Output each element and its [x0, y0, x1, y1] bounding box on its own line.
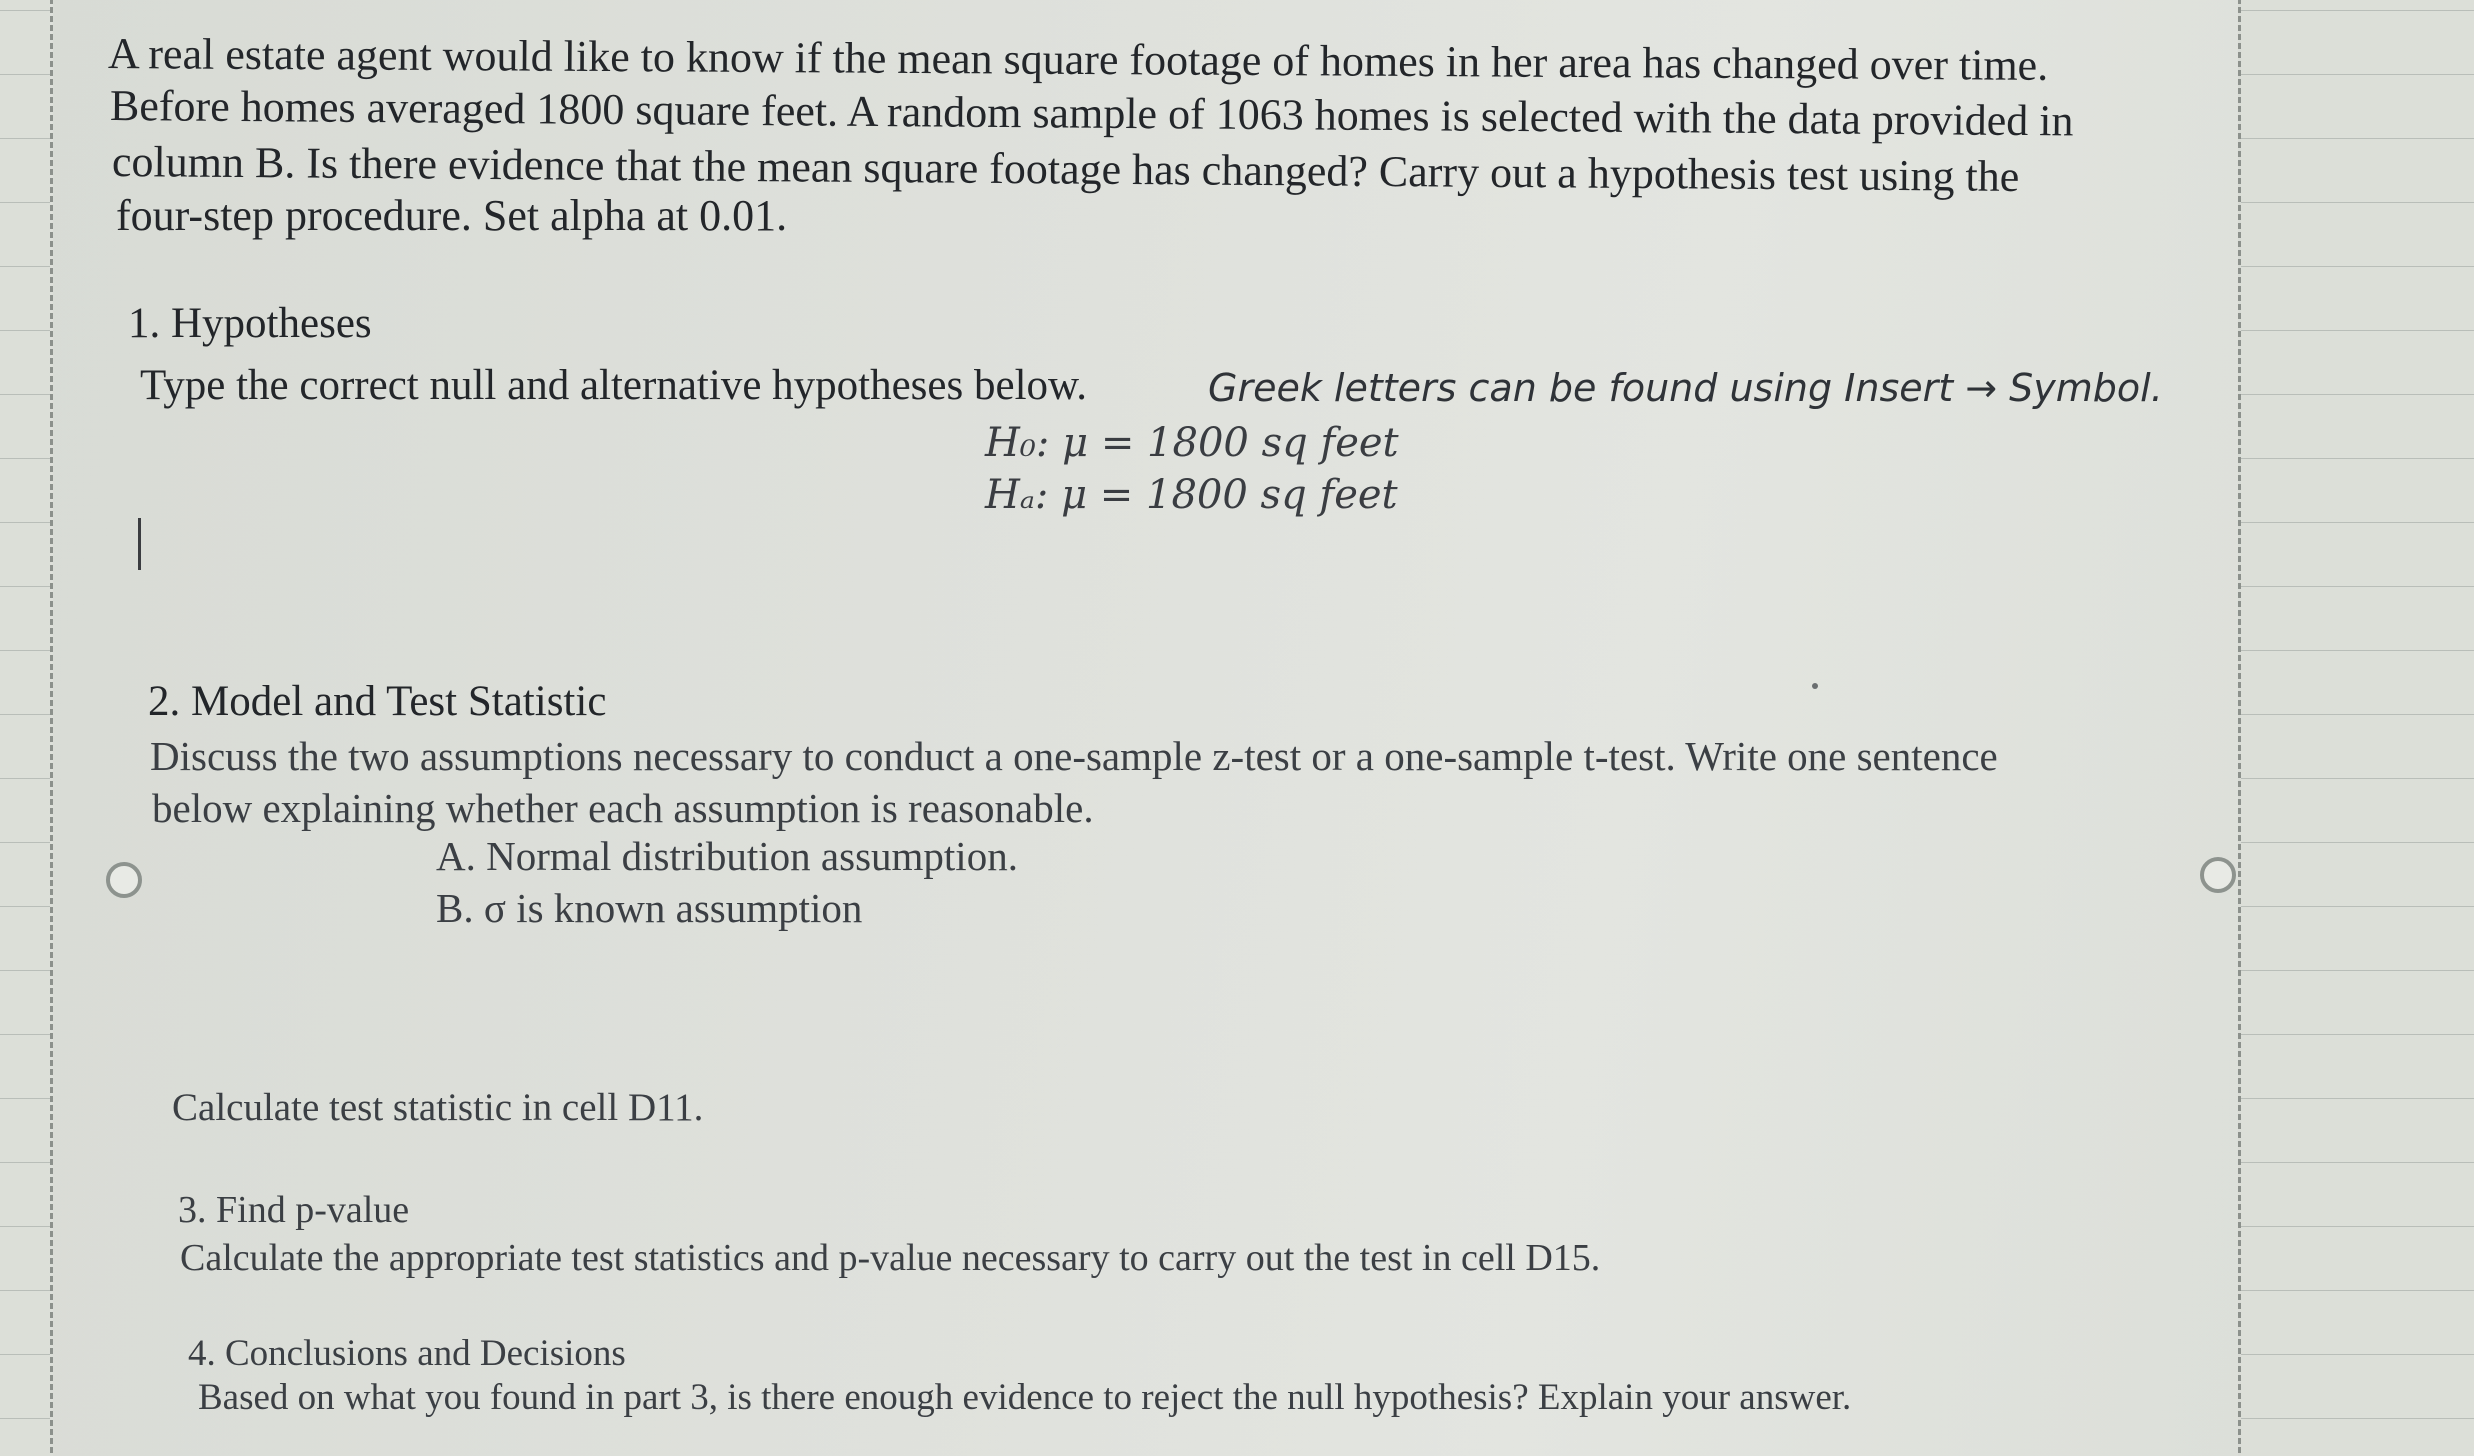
step2-line-2: below explaining whether each assumption is reasonable. — [152, 785, 1094, 831]
assumption-b: B. σ is known assumption — [436, 885, 863, 931]
step2-heading: 2. Model and Test Statistic — [148, 678, 607, 725]
step4-line: Based on what you found in part 3, is there enough evidence to reject the null hypothesis? Explain your answer. — [198, 1377, 1852, 1418]
stray-dot — [1812, 683, 1818, 689]
intro-line-2: Before homes averaged 1800 square feet. A random sample of 1063 homes is selected with the data provided in — [109, 81, 2074, 146]
step1-instruction-italic: Greek letters can be found using Insert → Symbol. — [1208, 366, 2163, 410]
step1-instruction: Type the correct null and alternative hypotheses below. — [140, 362, 1088, 409]
intro-line-1: A real estate agent would like to know if the mean square footage of homes in her area has changed over time. — [107, 29, 2049, 90]
resize-handle-left[interactable] — [106, 862, 142, 898]
assumption-a: A. Normal distribution assumption. — [436, 833, 1018, 879]
step3-line: Calculate the appropriate test statistics and p-value necessary to carry out the test in cell D15. — [180, 1237, 1601, 1279]
intro-line-4: four-step procedure. Set alpha at 0.01. — [116, 191, 788, 240]
step3-heading: 3. Find p-value — [178, 1189, 410, 1231]
text-cursor — [138, 518, 141, 570]
calc-test-statistic: Calculate test statistic in cell D11. — [172, 1086, 704, 1129]
step4-heading: 4. Conclusions and Decisions — [188, 1333, 626, 1374]
resize-handle-right[interactable] — [2200, 857, 2236, 893]
null-hypothesis[interactable]: H₀: μ = 1800 sq feet — [985, 420, 1399, 466]
intro-line-3: column B. Is there evidence that the mean square footage has changed? Carry out a hypothesis test using the — [111, 137, 2020, 201]
step1-heading: 1. Hypotheses — [128, 300, 372, 347]
alternative-hypothesis[interactable]: Hₐ: μ = 1800 sq feet — [985, 472, 1398, 518]
step2-line-1: Discuss the two assumptions necessary to conduct a one-sample z-test or a one-sample t-test. Write one sentence — [150, 733, 1998, 779]
